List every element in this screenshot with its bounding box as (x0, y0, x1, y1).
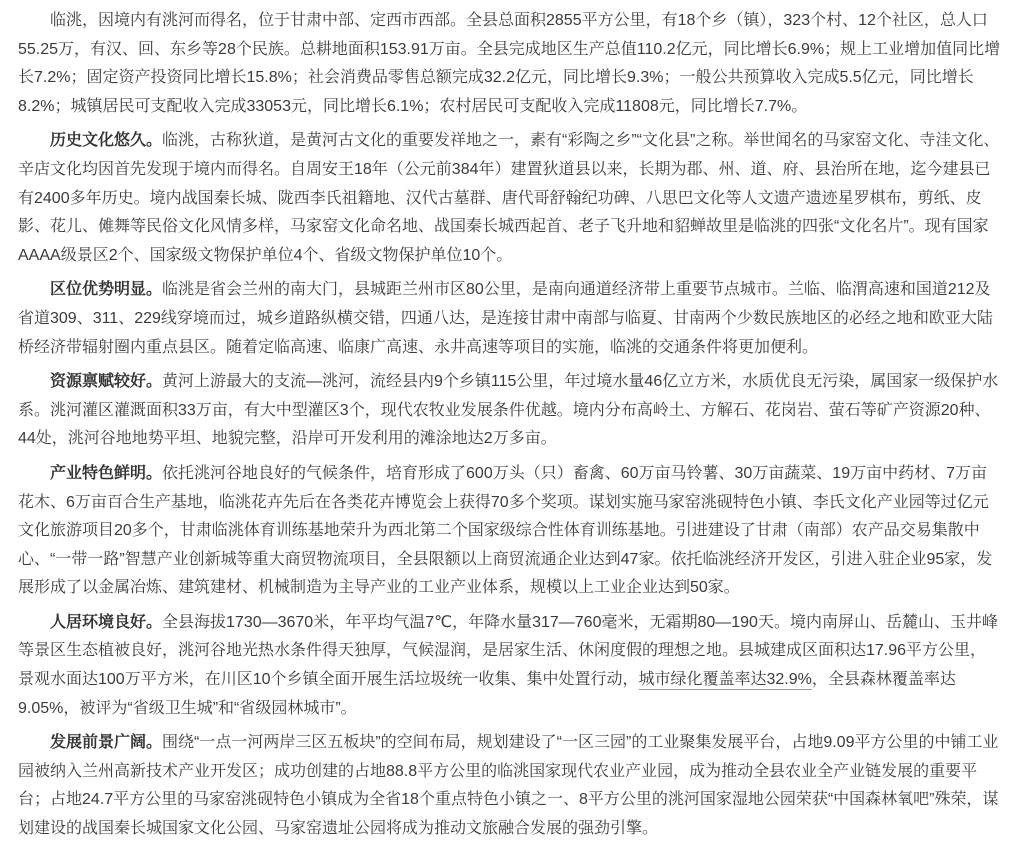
section-heading-resources: 资源禀赋较好。 (50, 373, 163, 391)
underlined-stat-green-coverage: 城市绿化覆盖率达32.9% (638, 671, 812, 689)
section-heading-environment: 人居环境良好。 (50, 613, 163, 631)
paragraph-text: 全县海拔1730—3670米，年平均气温7℃，年降水量317—760毫米，无霜期80—190天。境内南屏山、岳麓山、玉井峰等景区生态植被良好，洮河谷地光热水条件得天独厚，气候湿润，是居家生活、休闲度假的理想之地。县城建成区面积达17.96平方公里，景观水面达100万平方米，在川区10个乡镇全面开展生活垃圾统一收集、集中处置行动， (18, 613, 998, 689)
section-heading-history: 历史文化悠久。 (50, 132, 163, 150)
paragraph-text: 依托洮河谷地良好的气候条件，培育形成了600万头（只）畜禽、60万亩马铃薯、30万亩蔬菜、19万亩中药材、7万亩花木、6万亩百合生产基地，临洮花卉先后在各类花卉博览会上获得70多个奖项。谋划实施马家窑洮砚特色小镇、李氏文化产业园等过亿元文化旅游项目20多个，甘肃临洮体育训练基地荣升为西北第二个国家级综合性体育训练基地。引进建设了甘肃（南部）农产品交易集散中心、“一带一路”智慧产业创新城等重大商贸物流项目，全县限额以上商贸流通企业达到47家。依托临洮经济开发区，引进入驻企业95家，发展形成了以金属冶炼、建筑建材、机械制造为主导产业的工业产业体系，规模以上工业企业达到50家。 (18, 464, 993, 597)
paragraph-location (18, 276, 1001, 362)
paragraph-text: 围绕“一点一河两岸三区五板块”的空间布局，规划建设了“一区三园”的工业聚集发展平台，占地9.09平方公里的中铺工业园被纳入兰州高新技术产业开发区；成功创建的占地88.8平方公里的临洮国家现代农业产业园，成为推动全县农业全产业链发展的重要平台；占地24.7平方公里的马家窑洮砚特色小镇成为全省18个重点特色小镇之一、8平方公里的洮河国家湿地公园荣获“中国森林氧吧”殊荣，谋划建设的战国秦长城国家文化公园、马家窑遗址公园将成为推动文旅融合发展的强劲引擎。 (18, 734, 999, 838)
paragraph-text: 黄河上游最大的支流—洮河，流经县内9个乡镇115公里，年过境水量46亿立方米，水质优良无污染，属国家一级保护水系。洮河灌区灌溉面积33万亩，有大中型灌区3个，现代农牧业发展条件优越。境内分布高岭土、方解石、花岗岩、萤石等矿产资源20种、44处，洮河谷地地势平坦、地貌完整，沿岸可开发利用的滩涂地达2万多亩。 (18, 373, 999, 448)
paragraph-prospects (18, 729, 1001, 843)
section-heading-location: 区位优势明显。 (50, 281, 163, 299)
section-heading-industry: 产业特色鲜明。 (50, 464, 163, 482)
section-heading-prospects: 发展前景广阔。 (50, 734, 163, 752)
paragraph-history (18, 127, 1001, 270)
paragraph-text: ，全县森林覆盖率达9.05%，被评为“省级卫生城”和“省级园林城市”。 (18, 671, 956, 717)
paragraph-industry (18, 460, 1001, 603)
paragraph-resources (18, 368, 1001, 454)
paragraph-environment (18, 609, 1001, 723)
paragraph-text: 临洮是省会兰州的南大门，县城距兰州市区80公里，是南向通道经济带上重要节点城市。兰临、临渭高速和国道212及省道309、311、229线穿境而过，城乡道路纵横交错，四通八达，是连接甘肃中南部与临夏、甘南两个少数民族地区的必经之地和欧亚大陆桥经济带辐射圈内重点县区。随着定临高速、临康广高速、永井高速等项目的实施，临洮的交通条件将更加便利。 (18, 281, 993, 356)
paragraph-text: 临洮，因境内有洮河而得名，位于甘肃中部、定西市西部。全县总面积2855平方公里，有18个乡（镇），323个村、12个社区，总人口55.25万，有汉、回、东乡等28个民族。总耕地面积153.91万亩。全县完成地区生产总值110.2亿元，同比增长6.9%；规上工业增加值同比增长7.2%；固定资产投资同比增长15.8%；社会消费品零售总额完成32.2亿元，同比增长9.3%；一般公共预算收入完成5.5亿元，同比增长8.2%；城镇居民可支配收入完成33053元，同比增长6.1%；农村居民可支配收入完成11808元，同比增长7.7%。 (18, 12, 1001, 115)
paragraph-text: 临洮，古称狄道，是黄河古文化的重要发祥地之一，素有“彩陶之乡”“文化县”之称。举世闻名的马家窑文化、寺洼文化、辛店文化均因首先发现于境内而得名。自周安王18年（公元前384年）建置狄道县以来，长期为郡、州、道、府、县治所在地，迄今建县已有2400多年历史。境内战国秦长城、陇西李氏祖籍地、汉代古墓群、唐代哥舒翰纪功碑、八思巴文化等人文遗产遗迹星罗棋布，剪纸、皮影、花儿、傩舞等民俗文化风情多样，马家窑文化命名地、战国秦长城西起首、老子飞升地和貂蝉故里是临洮的四张“文化名片”。现有国家AAAA级景区2个、国家级文物保护单位4个、省级文物保护单位10个。 (18, 132, 1000, 264)
paragraph-intro (18, 7, 1001, 121)
